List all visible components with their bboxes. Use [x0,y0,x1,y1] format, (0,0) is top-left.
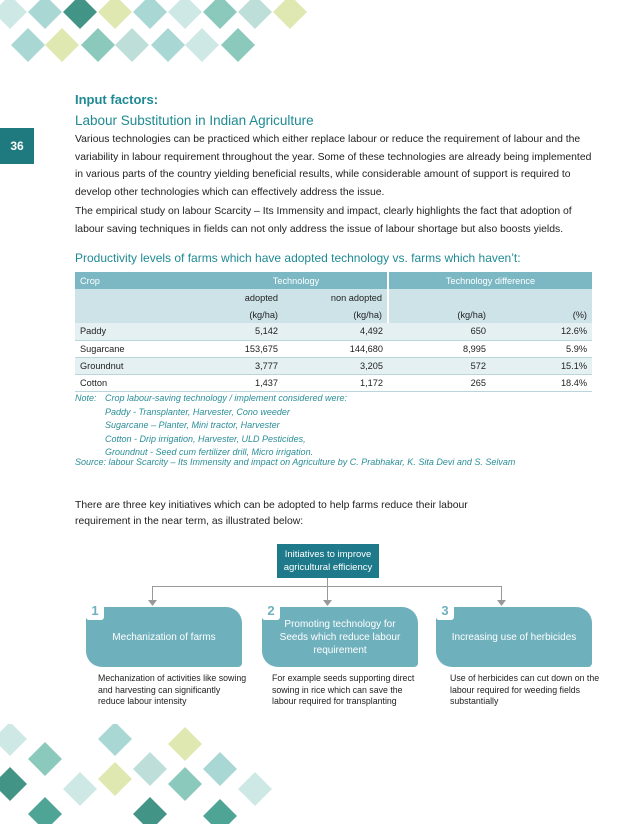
decorative-diamond-pattern-top [0,0,638,70]
note-line: Paddy - Transplanter, Harvester, Cono weeder [105,406,290,417]
table-title: Productivity levels of farms which have adopted technology vs. farms which haven’t: [75,251,521,265]
diamond-shape [168,0,202,29]
connector-vertical-root [327,578,328,586]
note-line: Groundnut - Seed cum fertilizer drill, Micro irrigation. [105,447,314,457]
page-number: 36 [0,128,34,164]
diamond-shape [0,0,27,29]
diamond-shape [0,767,27,801]
section-heading: Input factors: [75,92,159,107]
header-technology-difference: Technology difference [388,272,592,289]
diamond-shape [203,799,237,824]
diamond-shape [133,797,167,824]
diamond-shape [238,0,272,29]
diamond-shape [133,0,167,29]
unit-diff-pct: (%) [572,309,587,320]
diamond-shape [81,28,115,62]
subheader-adopted: adopted [244,292,278,303]
diamond-shape [63,0,97,29]
diamond-shape [11,28,45,62]
table-units-row [75,306,592,323]
table-row: Groundnut 3,777 3,205 572 15.1% [75,357,592,374]
initiative-box-1: Mechanization of farms [86,607,242,667]
paragraph-2: The empirical study on labour Scarcity – Its Immensity and impact, clearly highlights the fact that adoption of labour saving techniques in fields can not only address the issue of labour shortage but also boosts yields. [75,206,572,235]
initiative-box-2: Promoting technology for Seeds which reduce labour requirement [262,607,418,667]
diamond-shape [203,752,237,786]
paragraph-1: Various technologies can be practiced which either replace labour or reduce the requirement of labour and the variability in labour requirement throughout the year. Some of these technologies are already being implemented in various parts of the country yielding beneficial results, while considerable amount of support is required to develop other technologies which can effectively address the issue. [75,134,592,198]
diamond-shape [28,0,62,29]
table-header-row [75,272,592,289]
diamond-shape [115,28,149,62]
diamond-shape [273,0,307,29]
note-line: Sugarcane – Planter, Mini tractor, Harvester [105,420,280,430]
table-note [75,392,347,460]
diamond-shape [185,28,219,62]
unit-diff-abs: (kg/ha) [388,306,491,323]
diamond-shape [151,28,185,62]
diamond-shape [98,762,132,796]
diamond-shape [63,772,97,806]
initiative-number-3: 3 [436,602,454,620]
note-line: Cotton - Drip irrigation, Harvester, ULD Pesticides, [105,433,306,444]
table-row: Sugarcane 153,675 144,680 8,995 5.9% [75,340,592,357]
intro-paragraph: There are three key initiatives which can be adopted to help farms reduce their labour requirement in the near term, as illustrated below: [75,500,468,527]
note-line: Crop labour-saving technology / implement considered were: [105,393,347,403]
diamond-shape [203,0,237,29]
arrow-head-icon [148,600,157,606]
table-row: Cotton 1,437 1,172 265 18.4% [75,374,592,391]
diamond-shape [98,0,132,29]
initiative-number-1: 1 [86,602,104,620]
initiative-description-3: Use of herbicides can cut down on the labour required for weeding fields substantially [450,673,600,706]
unit-adopted: (kg/ha) [249,309,278,320]
subheader-non-adopted: non adopted [330,292,382,303]
initiative-description-2: For example seeds supporting direct sowing in rice which can save the labour required for transplanting [272,673,415,706]
table-row: Paddy 5,142 4,492 650 12.6% [75,323,592,340]
arrow-head-icon [323,600,332,606]
header-technology: Technology [272,275,320,286]
initiative-box-3: Increasing use of herbicides [436,607,592,667]
diamond-shape [45,28,79,62]
diamond-shape [221,28,255,62]
diamond-shape [0,724,27,756]
section-subheading: Labour Substitution in Indian Agriculture [75,113,314,128]
diamond-shape [28,742,62,776]
diamond-shape [28,797,62,824]
table-source: Source: labour Scarcity – Its Immensity and impact on Agriculture by C. Prabhakar, K. Sita Devi and S. Selvam [75,457,516,467]
diamond-shape [133,752,167,786]
diamond-shape [98,724,132,756]
header-crop: Crop [80,275,100,286]
note-label: Note: [75,393,97,403]
unit-non-adopted: (kg/ha) [353,309,382,320]
initiative-number-2: 2 [262,602,280,620]
decorative-diamond-pattern-bottom [0,724,638,824]
initiative-description-1: Mechanization of activities like sowing and harvesting can significantly reduce labour intensity [98,673,247,706]
diamond-shape [168,727,202,761]
table-subheader-row [75,289,592,306]
arrow-head-icon [497,600,506,606]
diagram-root-box: Initiatives to improve agricultural efficiency [277,544,379,578]
productivity-table [75,272,592,392]
diamond-shape [168,767,202,801]
diamond-shape [238,772,272,806]
